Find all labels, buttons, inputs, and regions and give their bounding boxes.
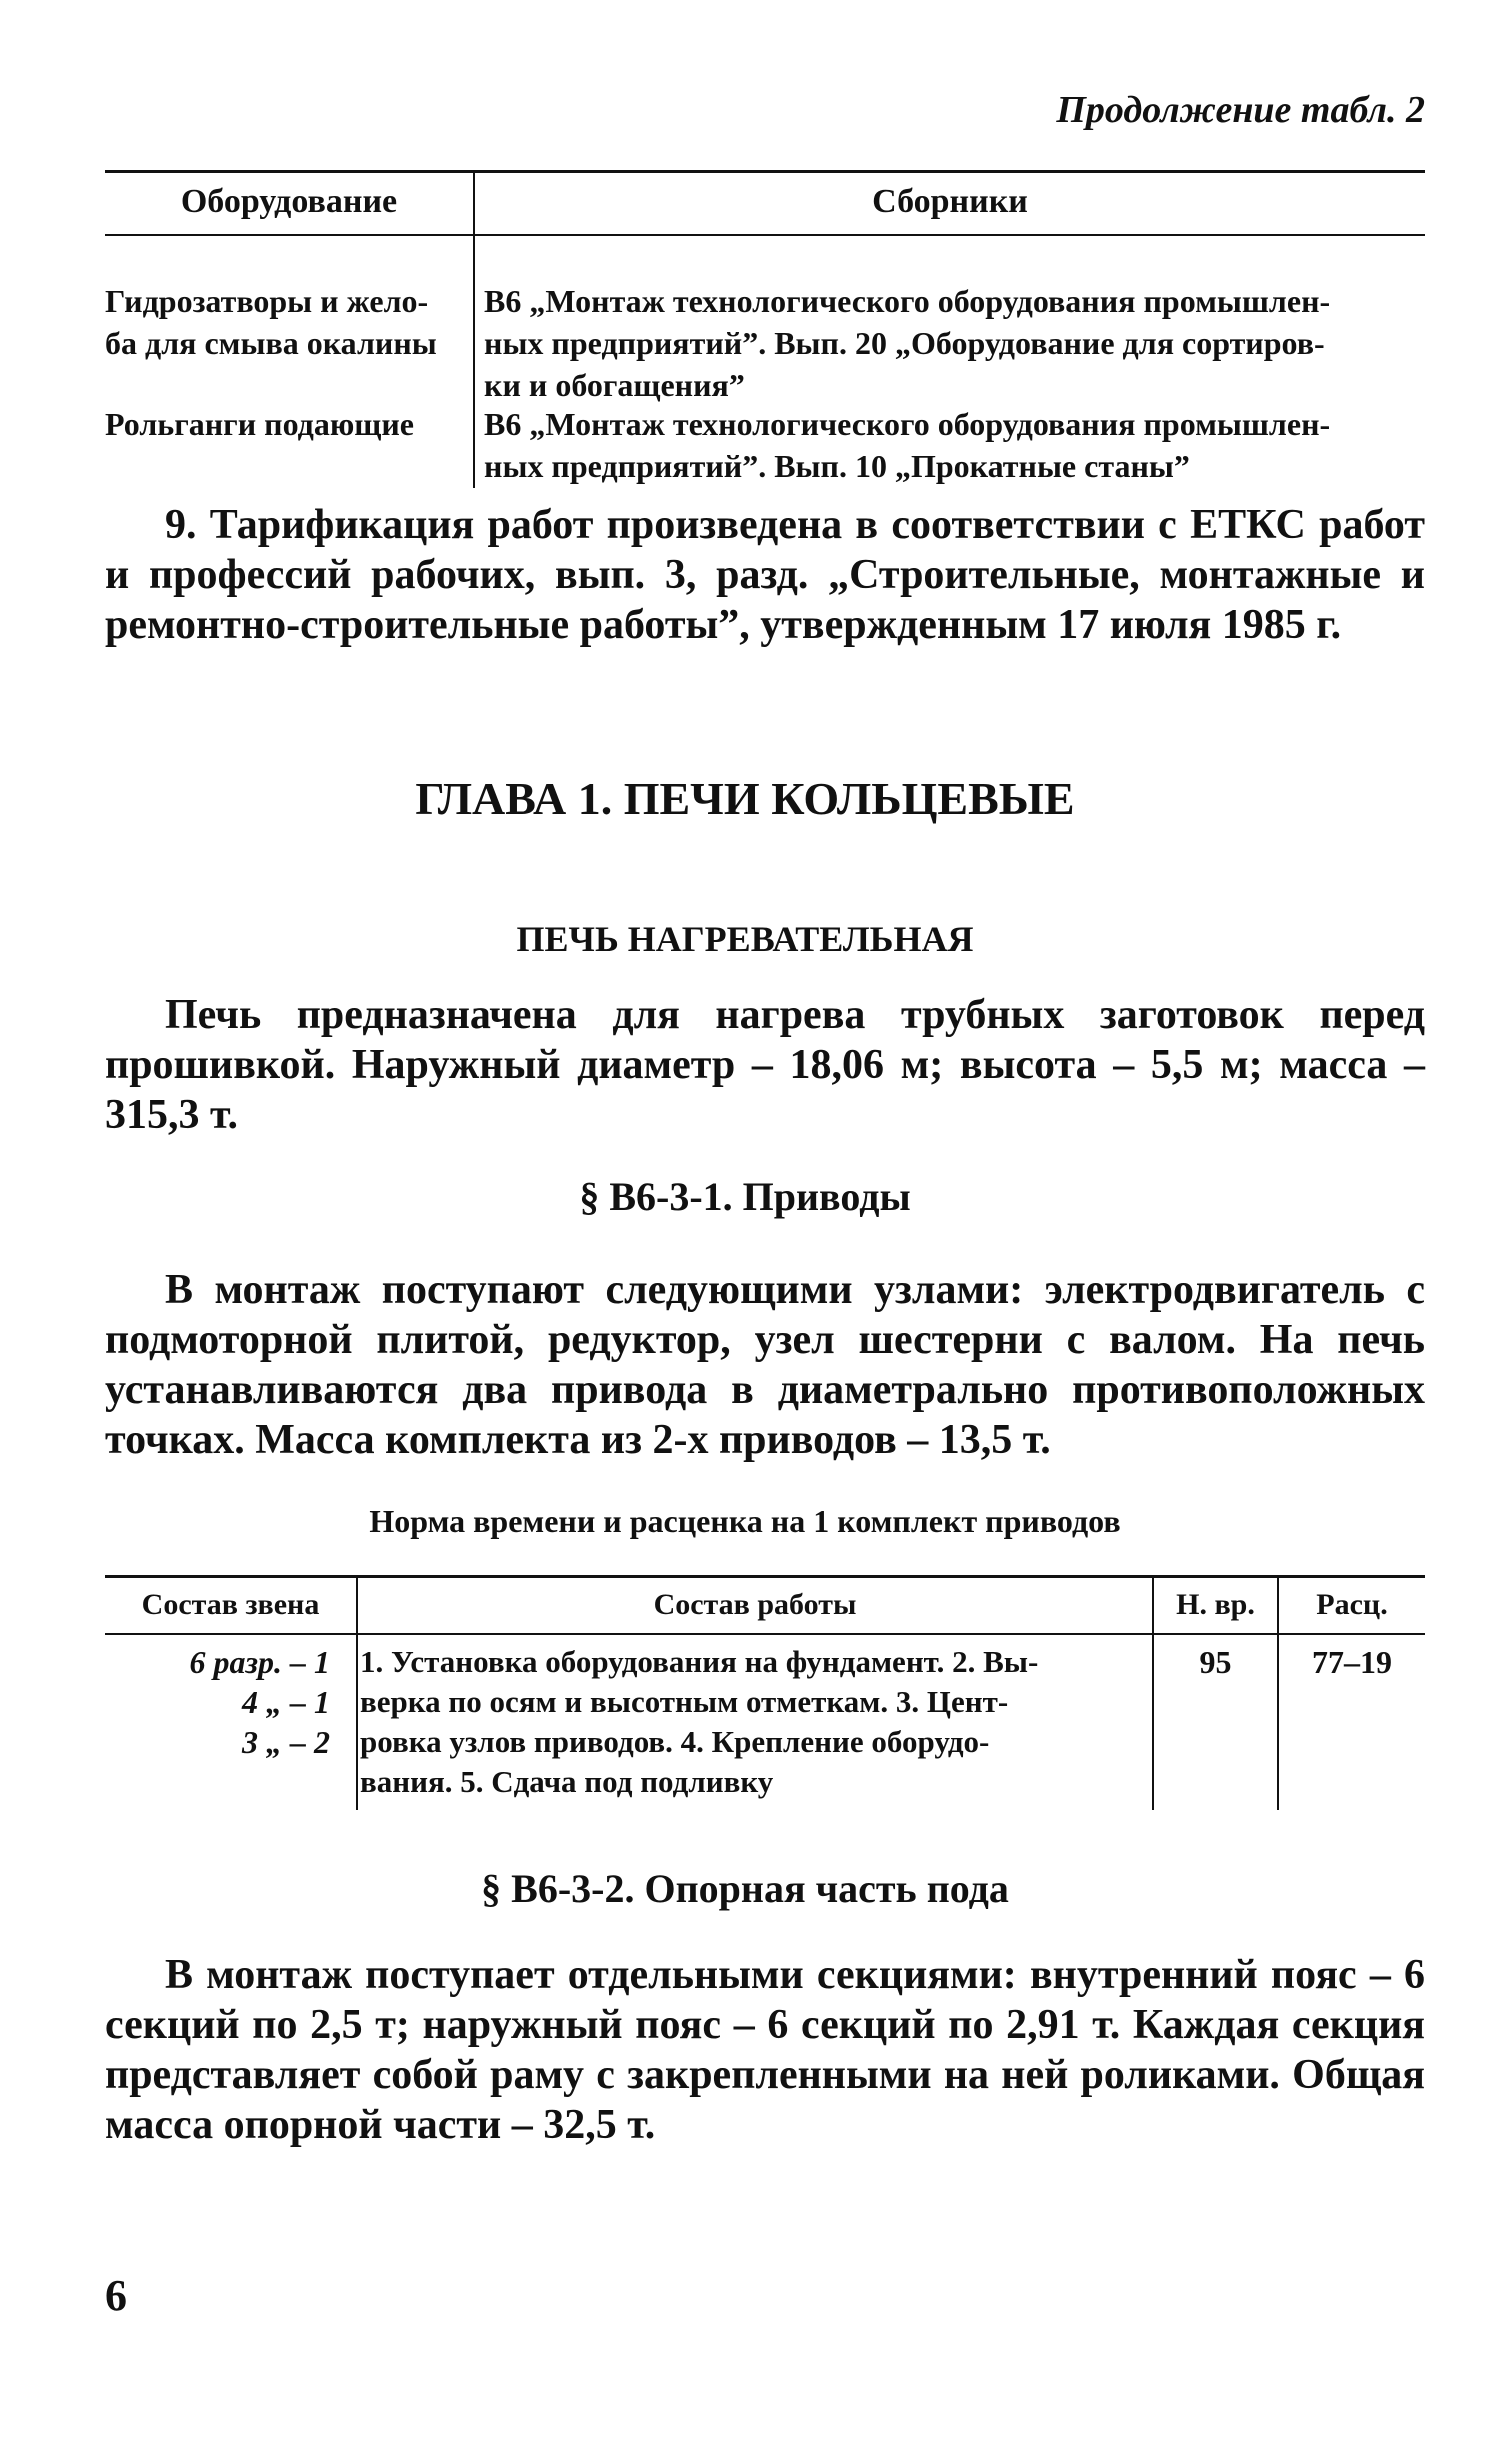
clause-text-support: В монтаж поступает отдельными секциями: внутренний пояс – 6 секций по 2,5 т; наружный пояс – 6 секций по 2,91 т. Каждая секция представляет собой раму с закрепленными на ней роликами. Общая масса опорной части – 32,5 т. bbox=[105, 1952, 1425, 2148]
page-number: 6 bbox=[105, 2271, 127, 2320]
norm-value: 95 bbox=[1199, 1644, 1232, 1680]
clause-title-support: § В6-3-2. Опорная часть пода bbox=[481, 1866, 1009, 1911]
table-row-equipment-1: Гидрозатворы и жело- ба для смыва окалины bbox=[105, 283, 437, 361]
table-header-rule bbox=[105, 234, 1425, 236]
crew-composition: 6 разр. – 1 4 „ – 1 3 „ – 2 bbox=[189, 1644, 330, 1760]
norm-table-caption: Норма времени и расценка на 1 комплект приводов bbox=[369, 1503, 1121, 1539]
table-row-collection-1: В6 „Монтаж технологического оборудования промышлен- ных предприятий”. Вып. 20 „Оборудование для сортиров- ки и обогащения” bbox=[484, 283, 1331, 403]
clause-title-drives: § В6-3-1. Приводы bbox=[579, 1174, 911, 1219]
column-header-rate: Расц. bbox=[1316, 1588, 1388, 1621]
table-row-collection-2: В6 „Монтаж технологического оборудования промышлен- ных предприятий”. Вып. 10 „Прокатные станы” bbox=[484, 406, 1331, 484]
table-top-rule bbox=[105, 170, 1425, 173]
clause-text-drives: В монтаж поступают следующими узлами: электродвигатель с подмоторной плитой, редуктор, узел шестерни с валом. На печь устанавливаются два привода в диаметрально противоположных точках. Масса комплекта из 2-х приводов – 13,5 т. bbox=[105, 1267, 1425, 1463]
norm-table-header-rule bbox=[105, 1633, 1425, 1635]
paragraph-tariff: 9. Тарификация работ произведена в соответствии с ЕТКС работ и профессий рабочих, вып. 3, разд. „Строительные, монтажные и ремонтно-строительные работы”, утвержденным 17 июля 1985 г. bbox=[105, 502, 1425, 648]
table-row-equipment-2: Рольганги подающие bbox=[105, 406, 414, 442]
norm-table-top-rule bbox=[105, 1575, 1425, 1578]
column-header-equipment: Оборудование bbox=[180, 183, 398, 220]
column-header-collections: Сборники bbox=[872, 183, 1028, 220]
section-intro: Печь предназначена для нагрева трубных заготовок перед прошивкой. Наружный диаметр – 18,06 м; высота – 5,5 м; масса – 315,3 т. bbox=[105, 992, 1425, 1138]
table-continuation-label: Продолжение табл. 2 bbox=[1056, 89, 1425, 131]
section-title: ПЕЧЬ НАГРЕВАТЕЛЬНАЯ bbox=[516, 919, 974, 959]
column-header-norm: Н. вр. bbox=[1176, 1588, 1255, 1621]
column-header-crew: Состав звена bbox=[141, 1588, 320, 1621]
column-header-work: Состав работы bbox=[653, 1588, 857, 1621]
chapter-title: ГЛАВА 1. ПЕЧИ КОЛЬЦЕВЫЕ bbox=[415, 773, 1075, 824]
rate-value: 77–19 bbox=[1312, 1644, 1392, 1680]
work-composition: 1. Установка оборудования на фундамент. 2. Вы- верка по осям и высотным отметкам. 3. Цент- ровка узлов приводов. 4. Крепление оборудо- вания. 5. Сдача под подливку bbox=[360, 1644, 1039, 1799]
